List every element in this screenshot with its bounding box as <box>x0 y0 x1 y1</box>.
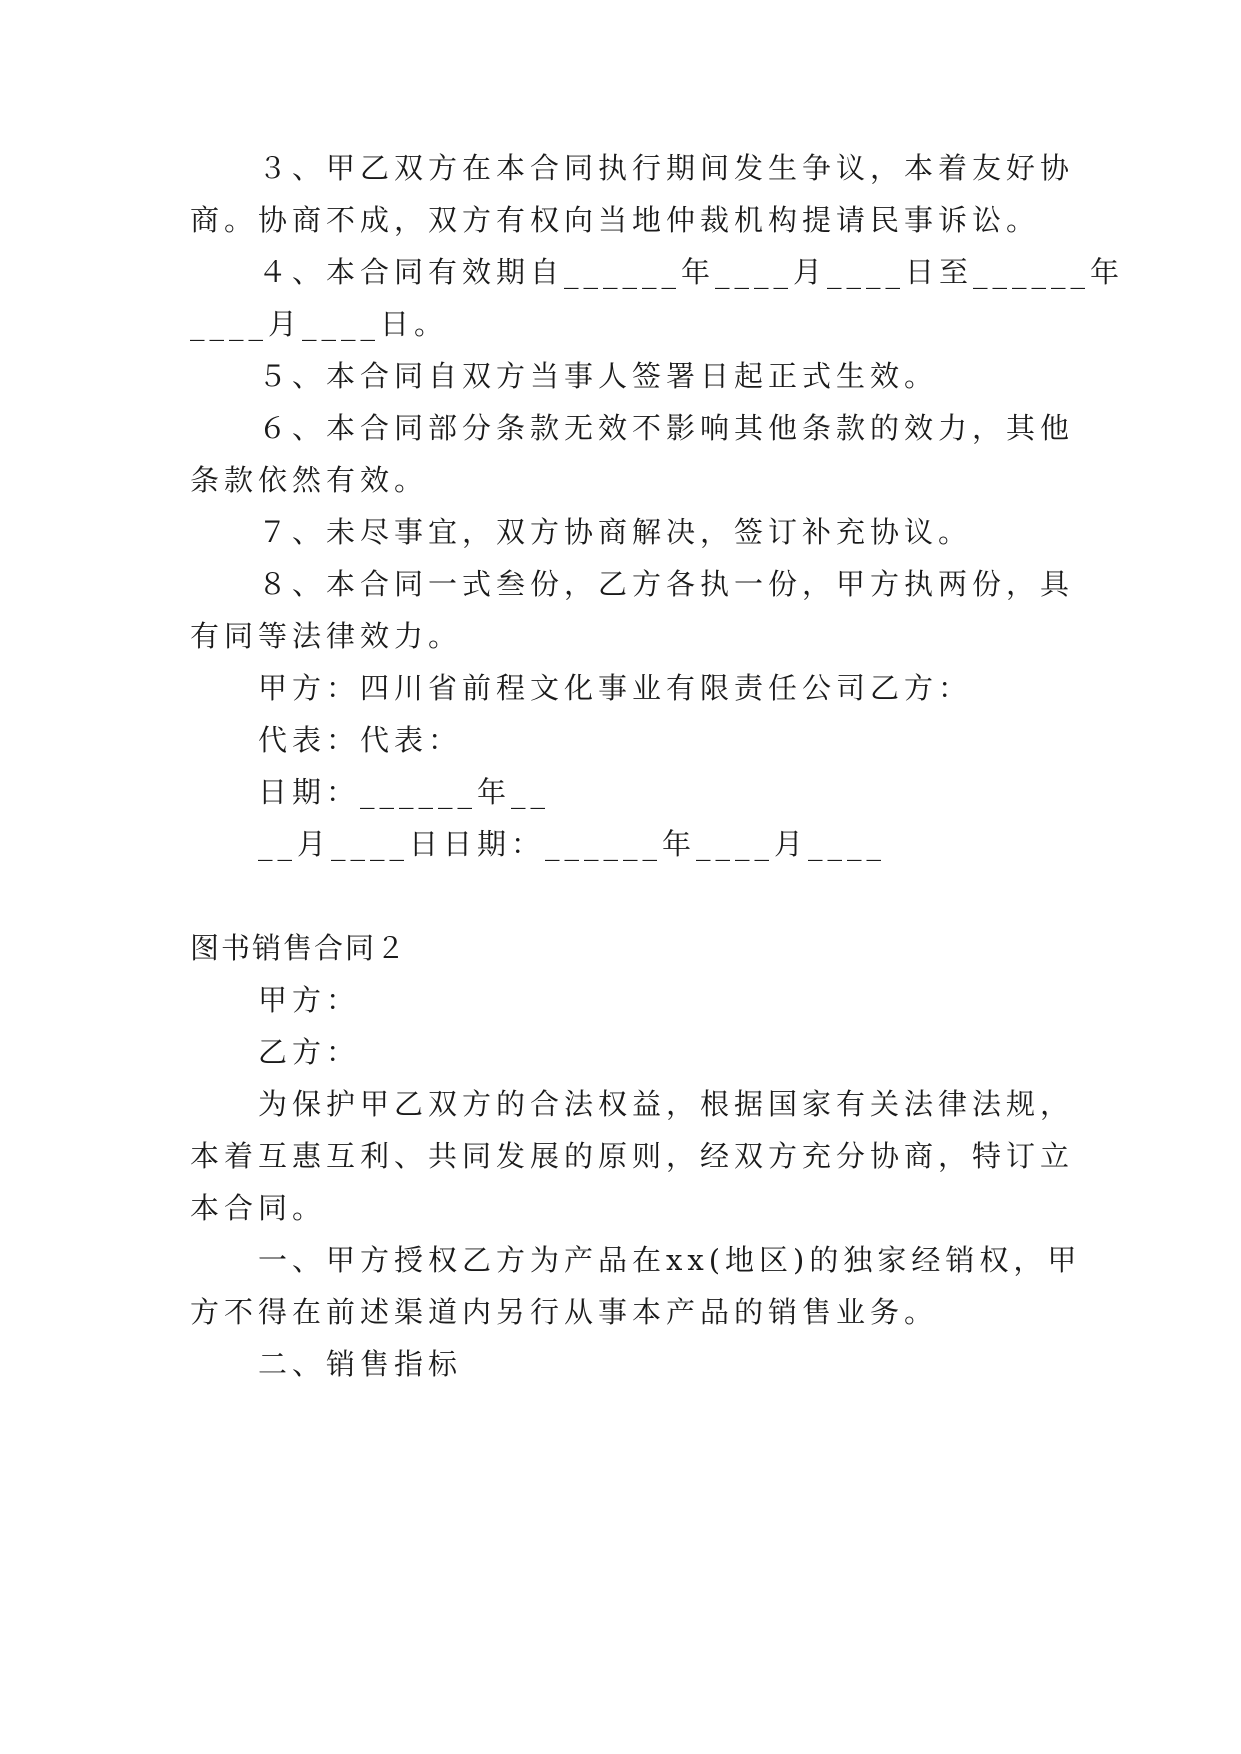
section-2-heading: 二、销售指标 <box>258 1347 463 1381</box>
clause-4-line-2: ____月____日。 <box>190 307 449 341</box>
party-a-label: 甲方： <box>258 983 361 1017</box>
preamble-line-3: 本合同。 <box>190 1191 327 1225</box>
section-1-line-2: 方不得在前述渠道内另行从事本产品的销售业务。 <box>190 1295 939 1329</box>
contract-2-title: 图书销售合同２ <box>190 931 408 965</box>
date-line-2: __月____日日期：______年____月____ <box>258 827 887 861</box>
party-line: 甲方：四川省前程文化事业有限责任公司乙方： <box>258 671 973 705</box>
section-1-line-1: 一、甲方授权乙方为产品在xx(地区)的独家经销权，甲 <box>258 1243 1082 1277</box>
clause-8-line-1: ８、本合同一式叁份，乙方各执一份，甲方执两份，具 <box>258 567 1075 601</box>
date-line-1: 日期：______年__ <box>258 775 551 809</box>
clause-3-line-2: 商。协商不成，双方有权向当地仲裁机构提请民事诉讼。 <box>190 203 1041 237</box>
party-b-label: 乙方： <box>258 1035 361 1069</box>
clause-3-line-1: ３、甲乙双方在本合同执行期间发生争议，本着友好协 <box>258 151 1075 185</box>
preamble-line-2: 本着互惠互利、共同发展的原则，经双方充分协商，特订立 <box>190 1139 1075 1173</box>
clause-6-line-1: ６、本合同部分条款无效不影响其他条款的效力，其他 <box>258 411 1075 445</box>
clause-4-line-1: ４、本合同有效期自______年____月____日至______年 <box>258 255 1125 289</box>
clause-6-line-2: 条款依然有效。 <box>190 463 429 497</box>
clause-5: ５、本合同自双方当事人签署日起正式生效。 <box>258 359 939 393</box>
clause-7: ７、未尽事宜，双方协商解决，签订补充协议。 <box>258 515 973 549</box>
representative-line: 代表：代表： <box>258 723 463 757</box>
clause-8-line-2: 有同等法律效力。 <box>190 619 463 653</box>
preamble-line-1: 为保护甲乙双方的合法权益，根据国家有关法律法规， <box>258 1087 1075 1121</box>
